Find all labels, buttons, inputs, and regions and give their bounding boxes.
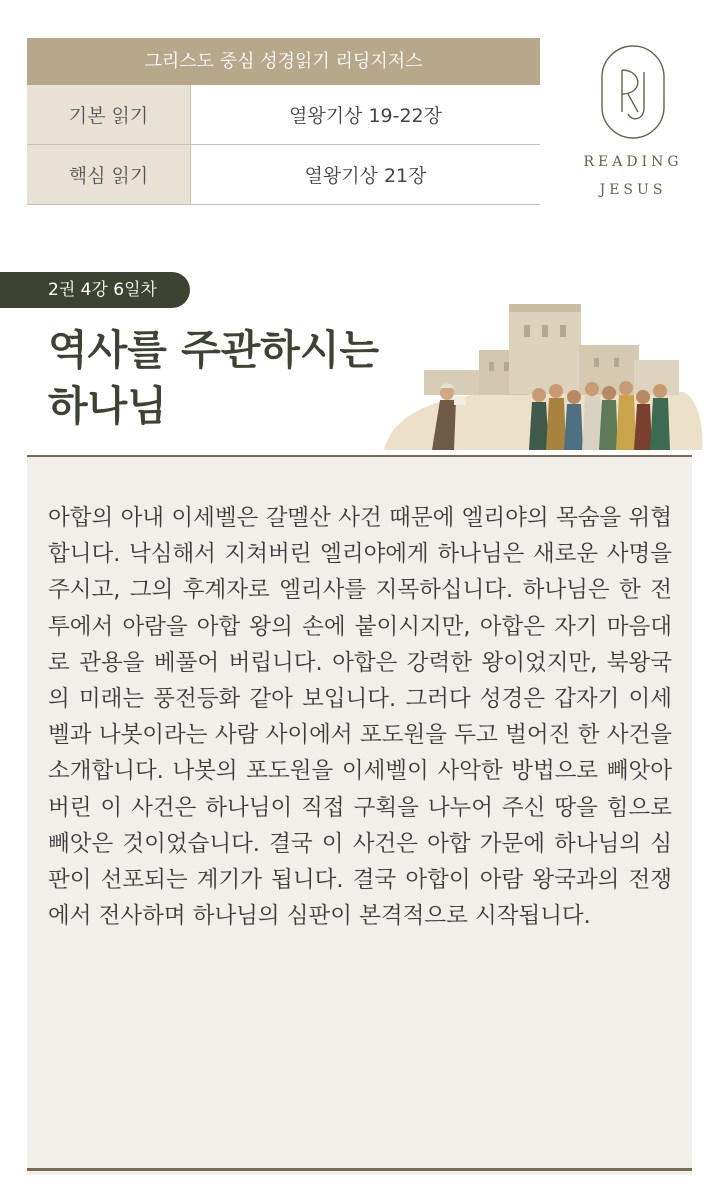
lesson-title — [48, 322, 428, 434]
lesson-body-text: 아합의 아내 이세벨은 갈멜산 사건 때문에 엘리야의 목숨을 위협합니다. 낙심해서 지쳐버린 엘리야에게 하나님은 새로운 사명을 주시고, 그의 후계자로 엘리사를 지목하십니다. 하나님은 한 전투에서 아람을 아합 왕의 손에 붙이시지만, 아합은 자기 마음대로 관용을 베풀어 버립니다. 아합은 강력한 왕이었지만, 북왕국의 미래는 풍전등화 같아 보입니다. 그러다 성경은 갑자기 이세벨과 나봇이라는 사람 사이에서 포도원을 두고 벌어진 한 사건을 소개합니다. 나봇의 포도원을 이세벨이 사악한 방법으로 빼앗아버린 이 사건은 하나님이 직접 구획을 나누어 주신 땅을 힘으로 빼앗은 것이었습니다. 결국 이 사건은 아합 가문에 하나님의 심판이 선포되는 계기가 됩니다. 결국 아합이 아람 왕국과의 전쟁에서 전사하며 하나님의 심판이 본격적으로 시작됩니다. — [48, 505, 672, 930]
temple-tower-top — [509, 304, 581, 312]
core-reading-label: 핵심 읽기 — [27, 145, 191, 204]
lesson-title-line1: 역사를 주관하시는 — [48, 326, 380, 374]
logo-word-reading: READING — [583, 154, 683, 170]
lesson-title-line2: 하나님 — [48, 382, 167, 430]
bottom-divider — [27, 1168, 692, 1171]
reading-plan-table — [27, 38, 540, 205]
city-crowd-illustration — [384, 300, 704, 460]
basic-reading-value: 열왕기상 19-22장 — [191, 85, 540, 144]
basic-reading-row — [27, 85, 540, 145]
reading-jesus-logo — [578, 42, 688, 202]
core-reading-value: 열왕기상 21장 — [191, 145, 540, 204]
basic-reading-label: 기본 읽기 — [27, 85, 191, 144]
logo-word-jesus: JESUS — [599, 182, 667, 198]
temple-tower — [509, 308, 581, 394]
city-wall-left — [424, 370, 484, 395]
day-badge: 2권 4강 6일차 — [0, 272, 190, 308]
rj-monogram-icon — [598, 42, 668, 142]
core-reading-row — [27, 145, 540, 205]
reading-plan-header: 그리스도 중심 성경읽기 리딩지저스 — [27, 38, 540, 85]
